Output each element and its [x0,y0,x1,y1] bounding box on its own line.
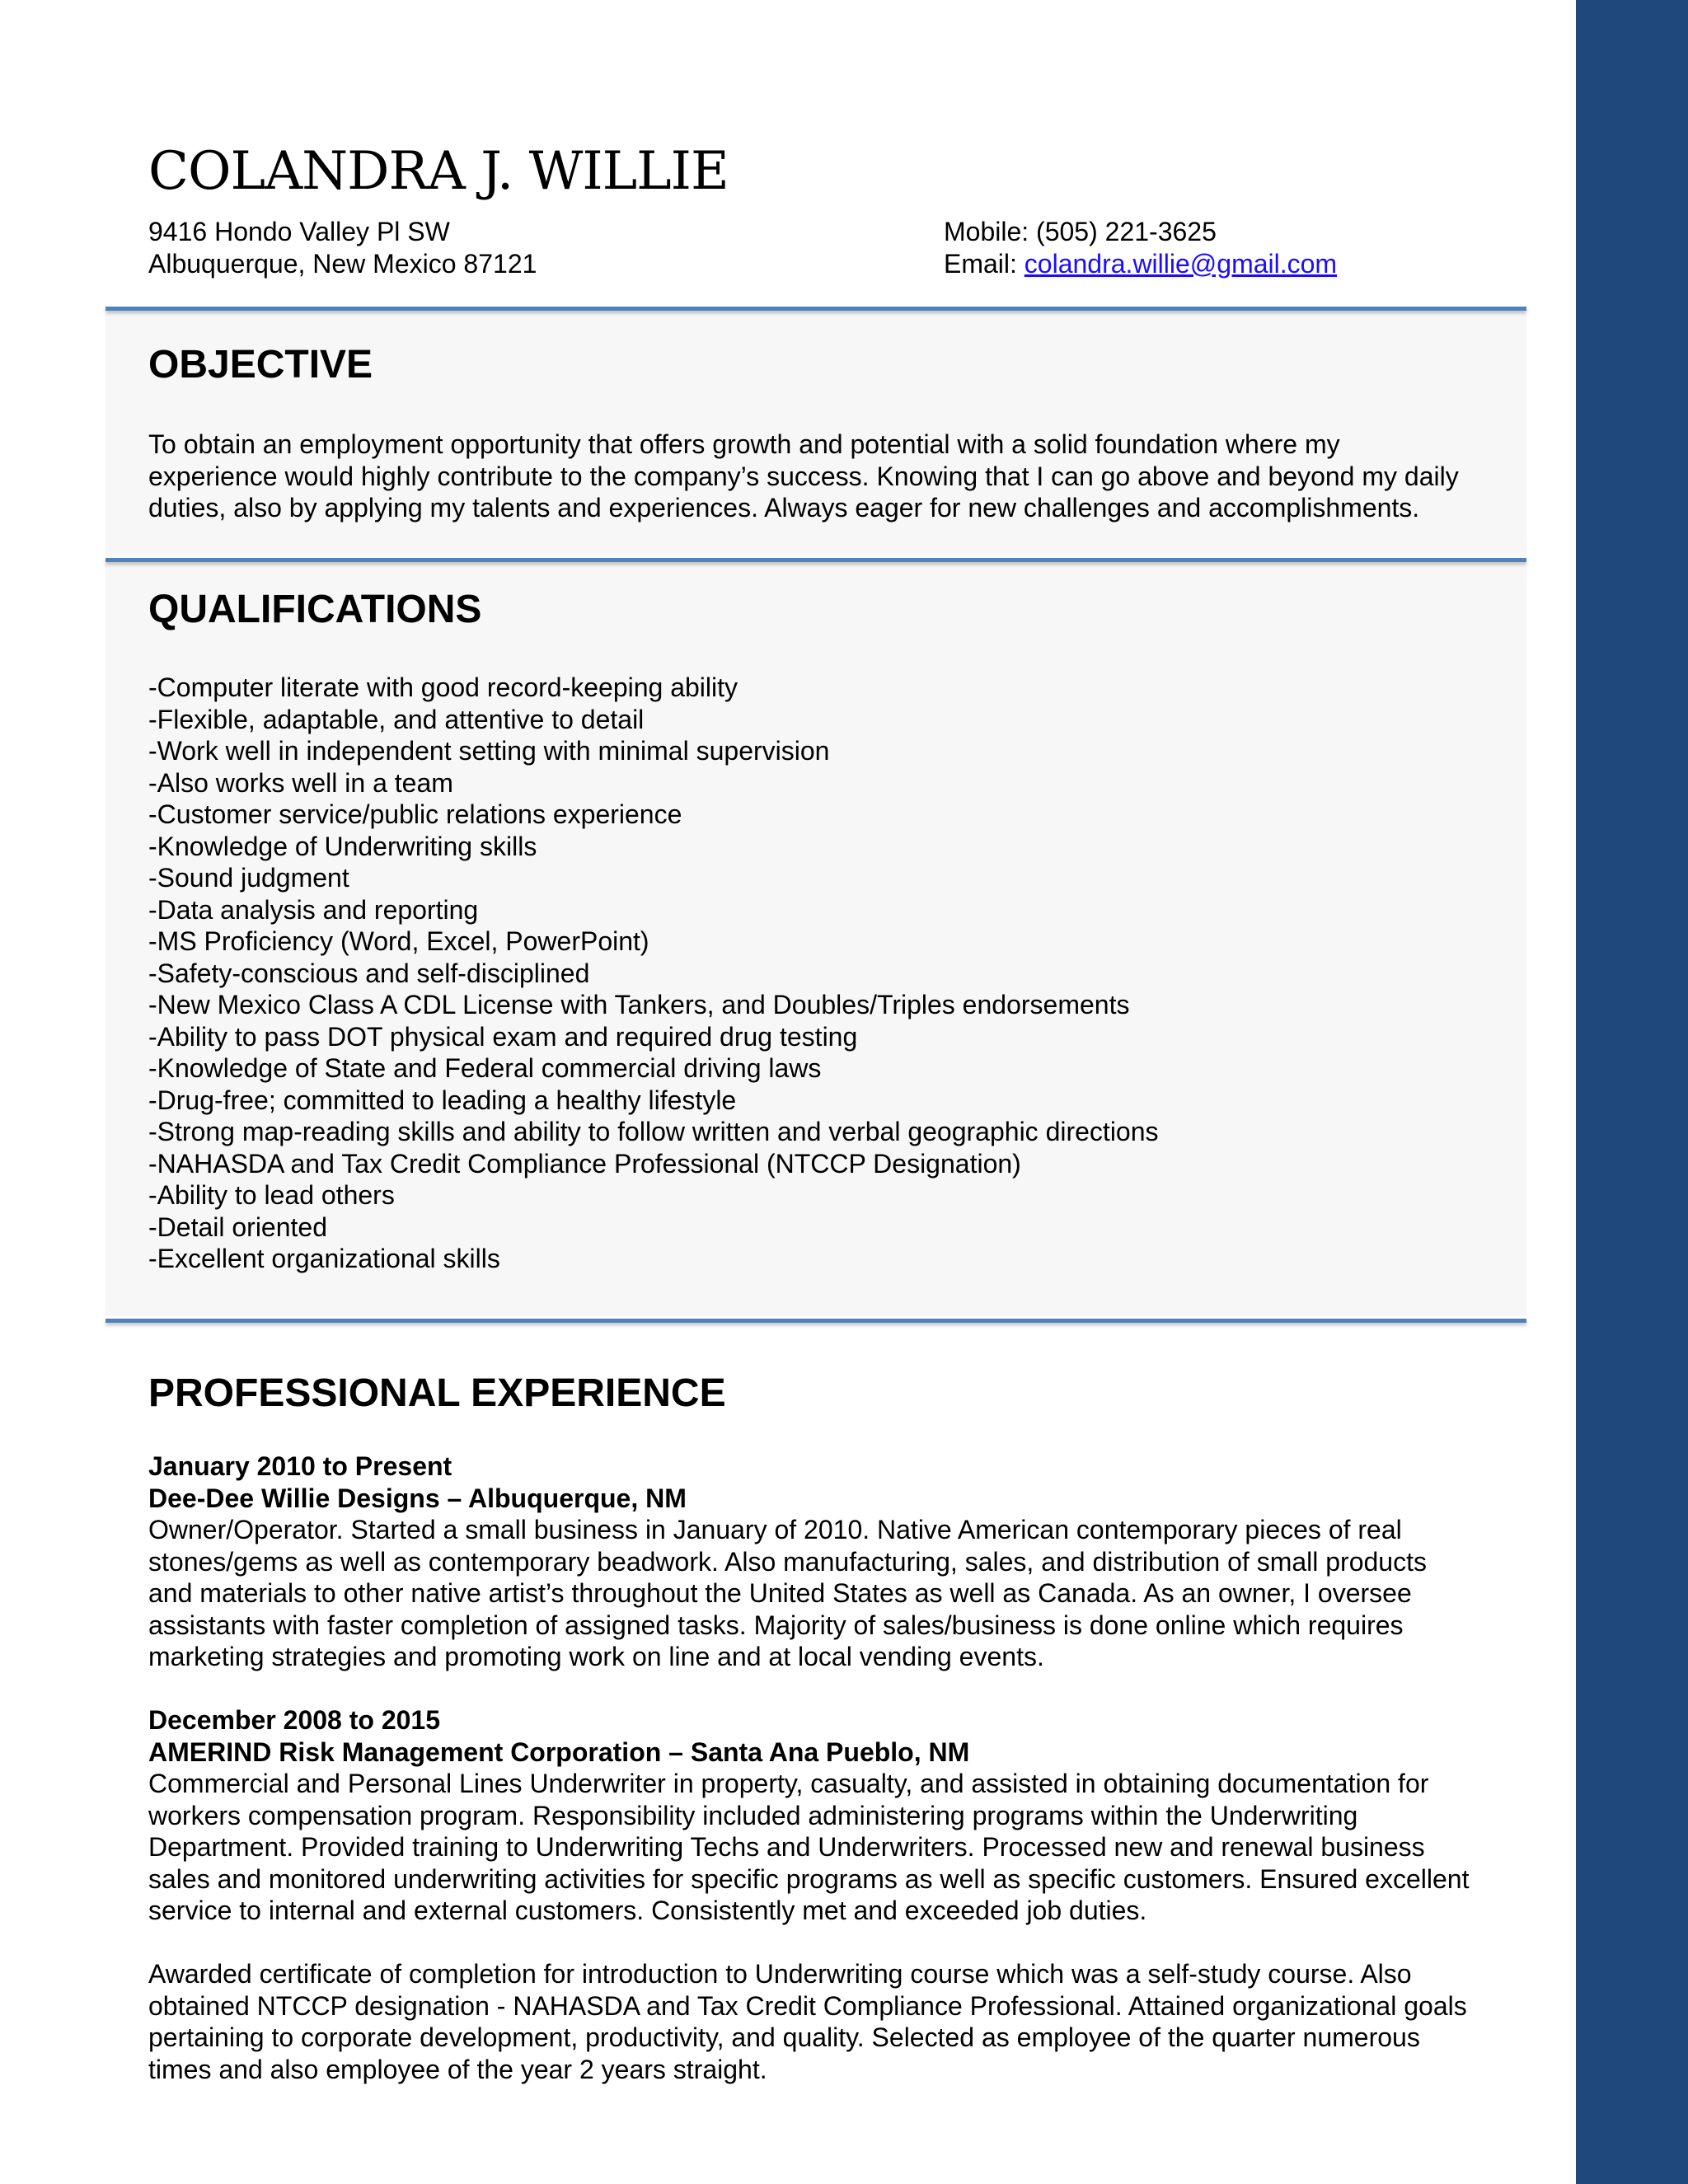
qualification-item: -Customer service/public relations experience [148,799,682,829]
qualification-item: -Also works well in a team [148,767,453,798]
objective-line: To obtain an employment opportunity that offers growth and potential with a solid foundation where my [148,429,1340,459]
qualification-item: -Flexible, adaptable, and attentive to detail [148,704,645,734]
job-dates: December 2008 to 2015 [148,1705,440,1735]
job-description-line: workers compensation program. Responsibility included administering programs within the Underwriting [148,1800,1358,1830]
qualification-item: -Drug-free; committed to leading a healthy lifestyle [148,1085,737,1115]
qualification-item: -Excellent organizational skills [148,1244,500,1273]
address-street: 9416 Hondo Valley Pl SW [148,217,450,246]
qualification-item: -Detail oriented [148,1212,327,1242]
email-label: Email: [944,249,1025,279]
qualification-item: -Ability to pass DOT physical exam and required drug testing [148,1021,858,1052]
job-description-line: obtained NTCCP designation - NAHASDA and Tax Credit Compliance Professional. Attained organizational goals [148,1990,1467,2021]
job-description-line: Awarded certificate of completion for introduction to Underwriting course which was a self-study course. Also [148,1959,1412,1989]
job-description-line: service to internal and external customers. Consistently met and exceeded job duties. [148,1896,1147,1925]
job-description-line: marketing strategies and promoting work on line and at local vending events. [148,1642,1044,1671]
address-city: Albuquerque, New Mexico 87121 [148,249,537,279]
job-dates: January 2010 to Present [148,1451,452,1481]
qualification-item: -Sound judgment [148,863,349,893]
qualification-item: -MS Proficiency (Word, Excel, PowerPoint) [148,926,649,956]
job-description-line: Commercial and Personal Lines Underwriter in property, casualty, and assisted in obtaining documentation for [148,1769,1429,1798]
paragraph-gap [148,1673,1550,1705]
qualification-item: -Ability to lead others [148,1180,395,1210]
sidebar-accent-bar [1576,0,1688,2184]
divider-rule [106,1319,1526,1323]
email-line [944,248,1337,280]
job-employer: Dee-Dee Willie Designs – Albuquerque, NM [148,1483,687,1513]
job-employer: AMERIND Risk Management Corporation – Santa Ana Pueblo, NM [148,1736,970,1767]
experience-heading: PROFESSIONAL EXPERIENCE [148,1371,726,1415]
qualification-item: -Knowledge of State and Federal commercial driving laws [148,1053,822,1083]
job-description-line: times and also employee of the year 2 years straight. [148,2054,767,2084]
divider-rule [106,307,1526,311]
qualification-item: -Data analysis and reporting [148,894,479,925]
qualification-item: -Work well in independent setting with minimal supervision [148,736,830,766]
job-description-line: pertaining to corporate development, productivity, and quality. Selected as employee of the quarter numerous [148,2022,1420,2052]
qualification-item: -NAHASDA and Tax Credit Compliance Professional (NTCCP Designation) [148,1148,1021,1179]
qualifications-heading: QUALIFICATIONS [148,588,482,631]
objective-heading: OBJECTIVE [148,343,373,387]
mobile-number: Mobile: (505) 221-3625 [944,217,1217,246]
job-description-line: stones/gems as well as contemporary beadwork. Also manufacturing, sales, and distribution of small products [148,1546,1427,1577]
qualification-item: -Safety-conscious and self-disciplined [148,958,590,988]
qualification-item: -New Mexico Class A CDL License with Tankers, and Doubles/Triples endorsements [148,990,1130,1019]
job-description-line: and materials to other native artist’s throughout the United States as well as Canada. As an owner, I oversee [148,1578,1412,1608]
email-link[interactable]: colandra.willie@gmail.com [1024,249,1338,279]
qualification-item: -Strong map-reading skills and ability to follow written and verbal geographic directions [148,1117,1159,1146]
divider-rule [106,558,1526,562]
experience-list [148,1451,1550,2085]
address-block [148,216,537,280]
qualification-item: -Computer literate with good record-keeping ability [148,673,738,702]
job-description-line: sales and monitored underwriting activities for specific programs as well as specific customers. Ensured excellent [148,1863,1470,1894]
objective-text [148,429,1550,524]
paragraph-gap [148,1927,1550,1959]
contact-block [944,216,1337,280]
job-description-line: Owner/Operator. Started a small business in January of 2010. Native American contemporary pieces of real [148,1515,1402,1544]
objective-line: experience would highly contribute to the company’s success. Knowing that I can go above and beyond my daily [148,461,1459,491]
qualification-item: -Knowledge of Underwriting skills [148,831,537,861]
job-description-line: assistants with faster completion of assigned tasks. Majority of sales/business is done online which requires [148,1610,1404,1640]
job-description-line: Department. Provided training to Underwriting Techs and Underwriters. Processed new and renewal business [148,1832,1425,1862]
applicant-name: COLANDRA J. WILLIE [148,141,729,202]
objective-line: duties, also by applying my talents and experiences. Always eager for new challenges and accomplishments. [148,493,1420,523]
qualifications-list [148,672,1550,1275]
